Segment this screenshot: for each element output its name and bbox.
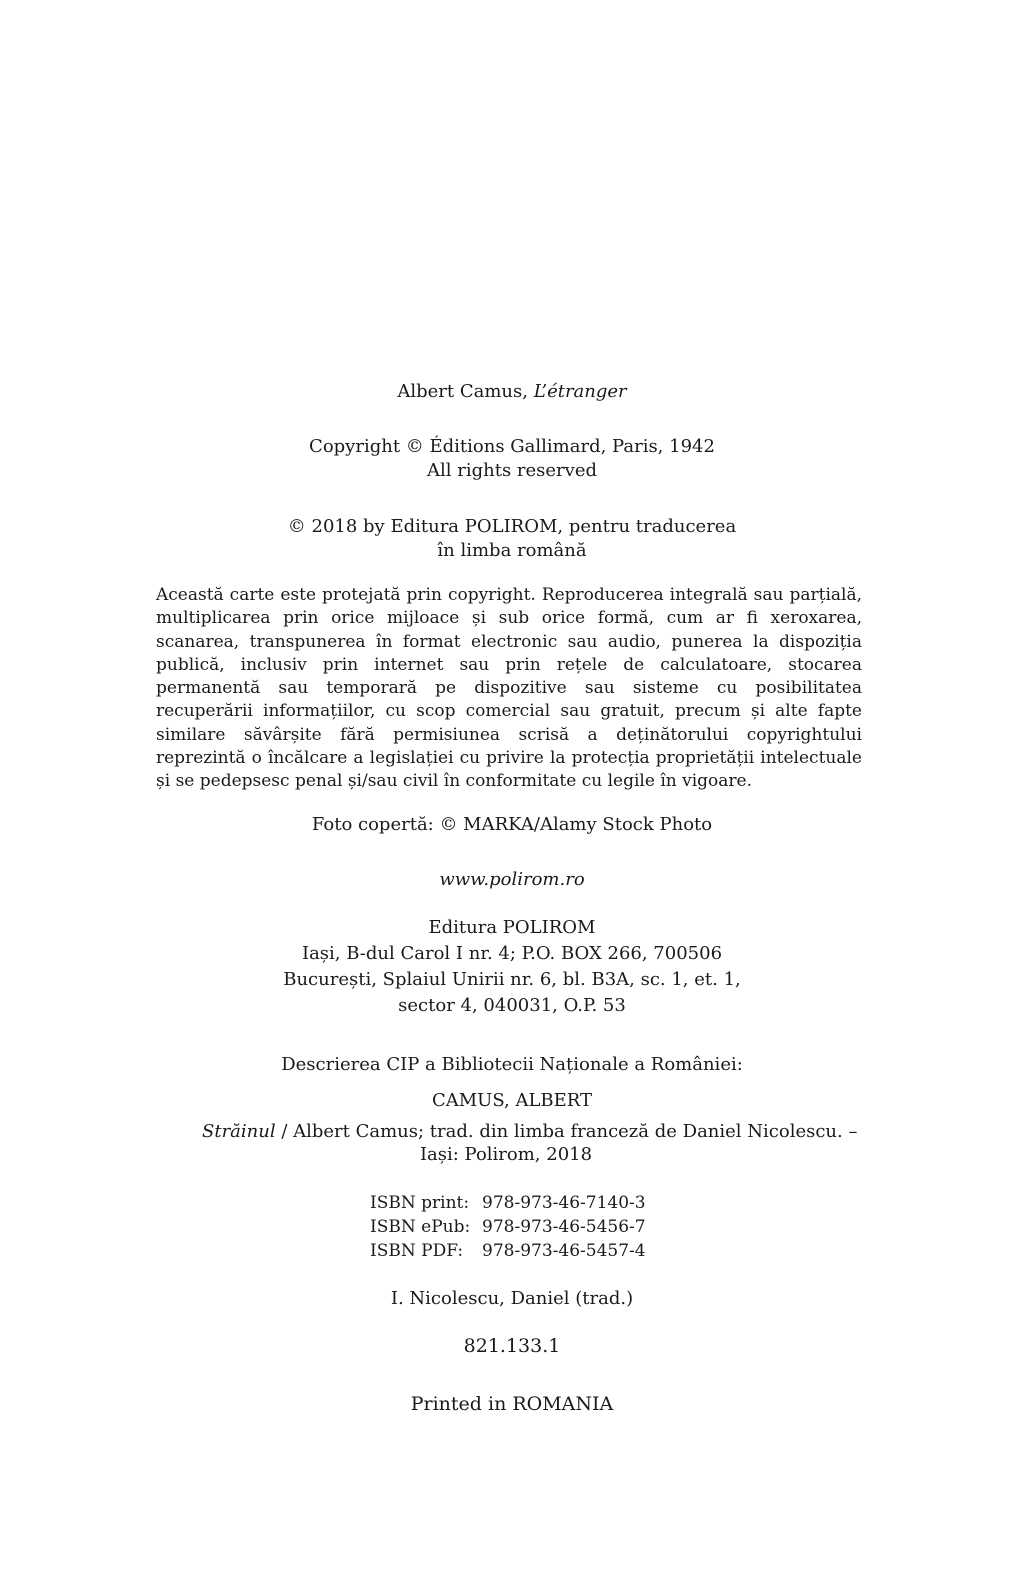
translation-copyright-line1: © 2018 by Editura POLIROM, pentru traducerea bbox=[287, 516, 737, 537]
isbn-value: 978-973-46-5457-4 bbox=[482, 1241, 646, 1261]
cip-description: / Albert Camus; trad. din limba franceză de Daniel Nicolescu. – bbox=[275, 1121, 858, 1142]
cover-photo-credit: Foto copertă: © MARKA/Alamy Stock Photo bbox=[311, 814, 713, 835]
cip-header: Descrierea CIP a Bibliotecii Naționale a României: bbox=[281, 1054, 743, 1075]
isbn-epub bbox=[370, 1215, 646, 1239]
classification-code: 821.133.1 bbox=[463, 1335, 561, 1357]
legal-notice: Această carte este protejată prin copyright. Reproducerea integrală sau parțială, multiplicarea prin orice mijloace și sub orice formă, cum ar fi xeroxarea, scanarea, transpunerea în format electronic sau audio, punerea la dispoziția publică, inclusiv prin internet sau prin rețele de calculatoare, stocarea permanentă sau temporară pe dispozitive sau sisteme cu posibilitatea recuperării informațiilor, cu scop comercial sau gratuit, precum și alte fapte similare săvârșite fără permisiunea scrisă a deținătorului copyrightului reprezintă o încălcare a legislației cu privire la protecția proprietății intelectuale și se pedepsesc penal și/sau civil în conformitate cu legile în vigoare. bbox=[156, 585, 862, 792]
title-line bbox=[0, 380, 1024, 404]
cip-title-line bbox=[202, 1120, 862, 1144]
publisher-name: Editura POLIROM bbox=[428, 917, 596, 938]
publisher-address-iasi: Iași, B-dul Carol I nr. 4; P.O. BOX 266, 700506 bbox=[301, 943, 723, 964]
isbn-label: ISBN ePub: bbox=[370, 1217, 471, 1237]
isbn-value: 978-973-46-7140-3 bbox=[482, 1193, 646, 1213]
translator-entry: I. Nicolescu, Daniel (trad.) bbox=[390, 1288, 634, 1309]
printed-in: Printed in ROMANIA bbox=[410, 1393, 614, 1415]
publisher-address-bucuresti: București, Splaiul Unirii nr. 6, bl. B3A, sc. 1, et. 1, bbox=[283, 969, 741, 990]
isbn-label: ISBN print: bbox=[370, 1193, 470, 1213]
original-copyright: Copyright © Éditions Gallimard, Paris, 1942 bbox=[309, 436, 715, 457]
cip-author: CAMUS, ALBERT bbox=[431, 1090, 593, 1111]
cip-book-title: Străinul bbox=[202, 1121, 276, 1142]
website-link[interactable]: www.polirom.ro bbox=[439, 869, 585, 890]
translation-copyright-line2: în limba română bbox=[437, 540, 587, 561]
author-name: Albert Camus, bbox=[397, 381, 528, 402]
cip-imprint: Iași: Polirom, 2018 bbox=[419, 1144, 593, 1165]
isbn-label: ISBN PDF: bbox=[370, 1241, 464, 1261]
original-title: L’étranger bbox=[533, 381, 627, 402]
isbn-pdf bbox=[370, 1239, 646, 1263]
rights-reserved: All rights reserved bbox=[427, 460, 597, 481]
isbn-value: 978-973-46-5456-7 bbox=[482, 1217, 646, 1237]
isbn-print bbox=[370, 1191, 646, 1215]
publisher-address-sector: sector 4, 040031, O.P. 53 bbox=[398, 995, 626, 1016]
